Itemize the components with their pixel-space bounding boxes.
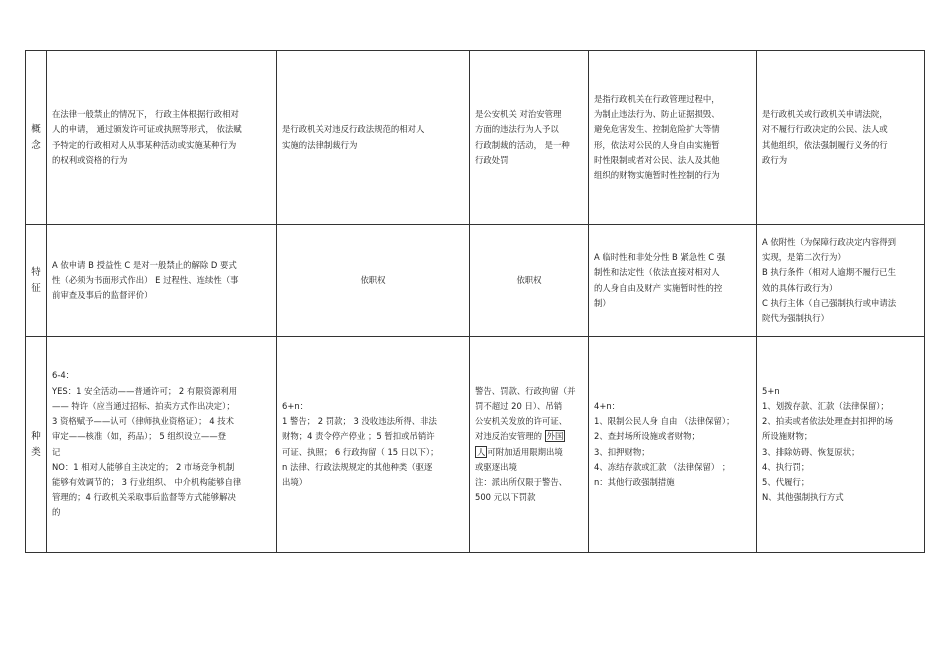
table-row-features bbox=[26, 225, 925, 337]
row-header-types: 种 类 bbox=[26, 337, 47, 553]
cell-compulsory-execution-features: A 依附性（为保障行政决定内容得到 实现，是第二次行为） B 执行条件（相对人逾期不履行已生 效的具体行政行为） C 执行主体（自己强制执行或申请法 院代为强制执行） bbox=[757, 225, 925, 337]
cell-penalty-types: 6+n： 1 警告； 2 罚款； 3 没收违法所得、非法 财物；4 责令停产停业 ；5 暂扣或吊销许 可证、执照； 6 行政拘留（ 15 日以下）； n 法律、行政法规规定的其他种类（驱逐 出境） bbox=[277, 337, 470, 553]
cell-license-types: 6-4： YES：1 安全活动——普通许可； 2 有限资源利用 —— 特许（应当通过招标、拍卖方式作出决定）； 3 资格赋予——认可（律师执业资格证）； 4 技术 审定——核准（如，药品）； 5 组织设立——登 记 NO：1 相对人能够自主决定的； 2 市场竞争机制 能够有效调节的； 3 行业组织、 中介机构能够自律 管理的；4 行政机关采取事后监督等方式能够解决 的 bbox=[47, 337, 277, 553]
cell-security-penalty-types: 警告、罚款、行政拘留（并 罚不超过 20 日）、吊销 公安机关发放的许可证、 对违反治安管理的 外国 人 可附加适用限期出境 或驱逐出境 注：派出所仅限于警告、 500 元以下罚款 bbox=[470, 337, 589, 553]
cell-compulsory-measure-concept: 是指行政机关在行政管理过程中， 为制止违法行为、防止证据损毁、 避免危害发生、控制危险扩大等情 形，依法对公民的人身自由实施暂 时性限制或者对公民、法人及其他 组织的财物实施暂时性控制的行为 bbox=[589, 51, 757, 225]
cell-penalty-features: 依职权 bbox=[277, 225, 470, 337]
boxed-text-foreign: 外国 bbox=[546, 431, 564, 442]
cell-security-penalty-features: 依职权 bbox=[470, 225, 589, 337]
cell-compulsory-measure-features: A 临时性和非处分性 B 紧急性 C 强 制性和法定性（依法直接对相对人 的人身自由及财产 实施暂时性的控 制） bbox=[589, 225, 757, 337]
cell-license-concept: 在法律一般禁止的情况下， 行政主体根据行政相对 人的申请， 通过颁发许可证或执照等形式， 依法赋 予特定的行政相对人从事某种活动或实施某种行为 的权利或资格的行为 bbox=[47, 51, 277, 225]
row-header-concept: 概 念 bbox=[26, 51, 47, 225]
cell-license-features: A 依申请 B 授益性 C 是对一般禁止的解除 D 要式 性（必须为书面形式作出） E 过程性、连续性（事 前审查及事后的监督评价） bbox=[47, 225, 277, 337]
administrative-law-comparison-table bbox=[25, 50, 925, 553]
row-header-features: 特 征 bbox=[26, 225, 47, 337]
cell-security-penalty-concept: 是公安机关 对治安管理 方面的违法行为人予以 行政制裁的活动， 是一种 行政处罚 bbox=[470, 51, 589, 225]
cell-compulsory-execution-types: 5+n 1、划拨存款、汇款（法律保留）； 2、拍卖或者依法处理查封扣押的场 所设施财物； 3、排除妨碍、恢复原状； 4、执行罚； 5、代履行； N、其他强制执行方式 bbox=[757, 337, 925, 553]
table-row-concept bbox=[26, 51, 925, 225]
cell-compulsory-execution-concept: 是行政机关或行政机关申请法院， 对不履行行政决定的公民、法人或 其他组织，依法强制履行义务的行 政行为 bbox=[757, 51, 925, 225]
table-row-types bbox=[26, 337, 925, 553]
cell-penalty-concept: 是行政机关对违反行政法规范的相对人 实施的法律制裁行为 bbox=[277, 51, 470, 225]
cell-compulsory-measure-types: 4+n： 1、限制公民人身 自由 （法律保留）； 2、查封场所设施或者财物； 3、扣押财物； 4、冻结存款或汇款 （法律保留） ； n：其他行政强制措施 bbox=[589, 337, 757, 553]
boxed-text-person: 人 bbox=[477, 446, 486, 457]
